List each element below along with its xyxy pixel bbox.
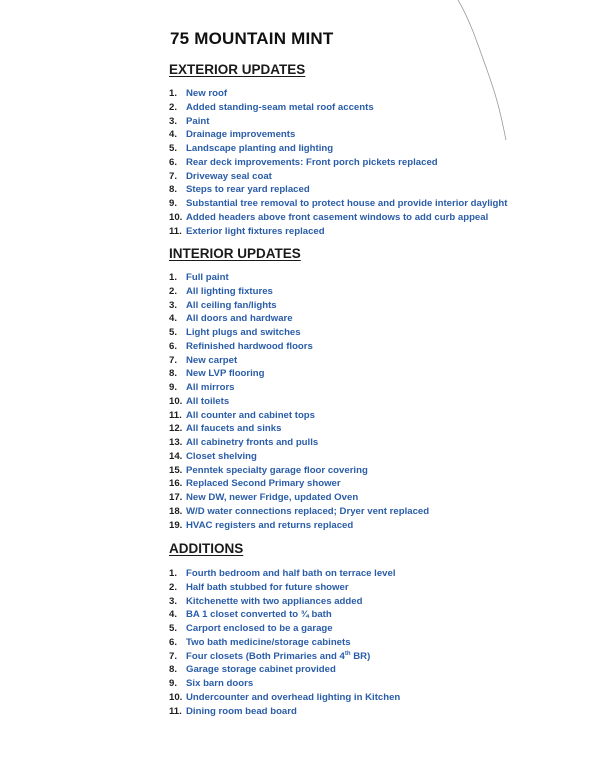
- list-item-number: 2.: [169, 101, 178, 113]
- list-item-text: Six barn doors: [186, 678, 254, 689]
- list-item-number: 19.: [169, 519, 183, 531]
- list-item: [169, 464, 429, 478]
- list-item-number: 17.: [169, 492, 183, 503]
- list-item-number: 6.: [169, 156, 178, 168]
- list-item: [169, 87, 507, 101]
- section-heading-exterior: EXTERIOR UPDATES: [169, 62, 306, 77]
- list-item-text: All ceiling fan/lights: [186, 299, 277, 311]
- list-item-text: All doors and hardware: [186, 313, 293, 325]
- list-item-number: 2.: [169, 581, 178, 593]
- list-item-number: 2.: [169, 285, 178, 297]
- list-item-number: 5.: [169, 143, 178, 154]
- list-item-text: Paint: [186, 115, 210, 127]
- list-item-text: Added standing-seam metal roof accents: [186, 101, 374, 113]
- list-item: [169, 395, 429, 409]
- list-item-number: 8.: [169, 184, 178, 196]
- list-item-number: 9.: [169, 678, 178, 689]
- list-item-number: 1.: [169, 568, 178, 579]
- list-item: [169, 170, 507, 184]
- section-heading-additions: ADDITIONS: [169, 541, 244, 556]
- list-item: [169, 450, 429, 464]
- list-item-number: 11.: [169, 705, 182, 717]
- list-item: [169, 519, 429, 533]
- list-item-number: 3.: [169, 115, 178, 127]
- list-item-text-suffix: BR): [350, 650, 371, 662]
- list-item-number: 12.: [169, 423, 183, 435]
- list-item-text: All toilets: [186, 395, 230, 407]
- page-title: 75 MOUNTAIN MINT: [170, 29, 334, 48]
- list-item: [169, 271, 429, 285]
- list-item: [169, 581, 400, 595]
- list-item-text: Steps to rear yard replaced: [186, 184, 310, 196]
- list-item: [169, 409, 429, 423]
- list-item: [169, 622, 400, 636]
- list-item: [169, 705, 400, 719]
- list-item-number: 4.: [169, 313, 178, 325]
- list-item-text: Penntek specialty garage floor covering: [186, 464, 368, 476]
- list-item-text: Four closets (Both Primaries and 4: [186, 650, 345, 662]
- list-item-number: 13.: [169, 437, 183, 448]
- list-item-text: Dining room bead board: [186, 705, 297, 717]
- list-item-text: Garage storage cabinet provided: [186, 664, 336, 676]
- list-item: [169, 691, 400, 705]
- list-item: [169, 285, 429, 299]
- additions-list: [169, 567, 400, 718]
- list-item: [169, 340, 429, 354]
- list-item-text: Rear deck improvements: Front porch pickets replaced: [186, 156, 438, 168]
- list-item-text: Substantial tree removal to protect house and provide interior daylight: [186, 198, 508, 209]
- list-item-text: BA 1 closet converted to ¾ bath: [186, 609, 332, 621]
- list-item: [169, 422, 429, 436]
- list-item-number: 11.: [169, 225, 182, 237]
- list-item: [169, 491, 429, 505]
- list-item-text: Added headers above front casement windows to add curb appeal: [186, 211, 489, 223]
- list-item: [169, 312, 429, 326]
- list-item-text: All mirrors: [186, 382, 235, 393]
- list-item-text: HVAC registers and returns replaced: [186, 519, 354, 531]
- list-item-number: 1.: [169, 88, 178, 99]
- list-item-number: 7.: [169, 170, 178, 182]
- list-item-number: 8.: [169, 368, 178, 380]
- list-item: [169, 505, 429, 519]
- list-item-text: Refinished hardwood floors: [186, 340, 313, 352]
- exterior-updates-list: [169, 87, 507, 238]
- list-item-number: 6.: [169, 636, 178, 648]
- list-item: [169, 299, 429, 313]
- list-item-number: 10.: [169, 691, 183, 703]
- list-item: [169, 156, 507, 170]
- list-item-number: 15.: [169, 464, 183, 476]
- list-item-number: 11.: [169, 409, 182, 421]
- list-item-text: New LVP flooring: [186, 368, 265, 380]
- list-item: [169, 225, 507, 239]
- list-item: [169, 211, 507, 225]
- list-item-number: 18.: [169, 505, 183, 517]
- interior-updates-list: [169, 271, 429, 532]
- list-item: [169, 115, 507, 129]
- list-item: [169, 381, 429, 395]
- list-item-text: Carport enclosed to be a garage: [186, 623, 333, 634]
- list-item-number: 7.: [169, 354, 178, 366]
- list-item-number: 8.: [169, 664, 178, 676]
- list-item-number: 16.: [169, 478, 183, 490]
- list-item: [169, 326, 429, 340]
- list-item: [169, 128, 507, 142]
- section-heading-interior: INTERIOR UPDATES: [169, 246, 301, 261]
- list-item-text: All counter and cabinet tops: [186, 409, 315, 421]
- list-item: [169, 436, 429, 450]
- list-item-text: Replaced Second Primary shower: [186, 478, 341, 490]
- list-item-text: Two bath medicine/storage cabinets: [186, 636, 351, 648]
- list-item-number: 6.: [169, 340, 178, 352]
- list-item-text: All lighting fixtures: [186, 285, 273, 297]
- list-item-superscript: th: [344, 650, 351, 657]
- list-item: [169, 101, 507, 115]
- list-item-text: New roof: [186, 88, 228, 99]
- list-item-text: Closet shelving: [186, 450, 257, 462]
- list-item: [169, 595, 400, 609]
- list-item-number: 10.: [169, 211, 183, 223]
- list-item-text: New carpet: [186, 354, 238, 366]
- list-item-text: Exterior light fixtures replaced: [186, 225, 325, 237]
- list-item: [169, 142, 507, 156]
- list-item-number: 1.: [169, 272, 178, 283]
- list-item-number: 10.: [169, 395, 183, 407]
- list-item-number: 14.: [169, 450, 183, 462]
- list-item-number: 3.: [169, 595, 178, 607]
- list-item: [169, 183, 507, 197]
- list-item-text: All faucets and sinks: [186, 423, 282, 435]
- list-item: [169, 677, 400, 691]
- list-item-number: 4.: [169, 609, 178, 621]
- list-item-number: 9.: [169, 382, 178, 393]
- list-item: [169, 197, 507, 211]
- list-item-text: Light plugs and switches: [186, 327, 301, 338]
- list-item-text: Landscape planting and lighting: [186, 143, 334, 154]
- list-item: [169, 608, 400, 622]
- list-item-number: 4.: [169, 129, 178, 141]
- list-item-number: 9.: [169, 198, 178, 209]
- list-item-text: New DW, newer Fridge, updated Oven: [186, 492, 359, 503]
- list-item: [169, 663, 400, 677]
- list-item-text: Half bath stubbed for future shower: [186, 581, 349, 593]
- list-item: [169, 650, 400, 664]
- list-item-number: 5.: [169, 327, 178, 338]
- list-item: [169, 567, 400, 581]
- list-item-text: Drainage improvements: [186, 129, 296, 141]
- list-item-text: Kitchenette with two appliances added: [186, 595, 363, 607]
- list-item: [169, 477, 429, 491]
- list-item-number: 7.: [169, 650, 178, 662]
- list-item: [169, 367, 429, 381]
- list-item-number: 5.: [169, 623, 178, 634]
- list-item-text: Full paint: [186, 272, 229, 283]
- list-item: [169, 636, 400, 650]
- list-item-text: Driveway seal coat: [186, 170, 272, 182]
- list-item-text: All cabinetry fronts and pulls: [186, 437, 319, 448]
- list-item-text: Undercounter and overhead lighting in Kitchen: [186, 691, 401, 703]
- list-item-text: Fourth bedroom and half bath on terrace level: [186, 568, 396, 579]
- list-item-text: W/D water connections replaced; Dryer vent replaced: [186, 505, 430, 517]
- list-item: [169, 354, 429, 368]
- list-item-number: 3.: [169, 299, 178, 311]
